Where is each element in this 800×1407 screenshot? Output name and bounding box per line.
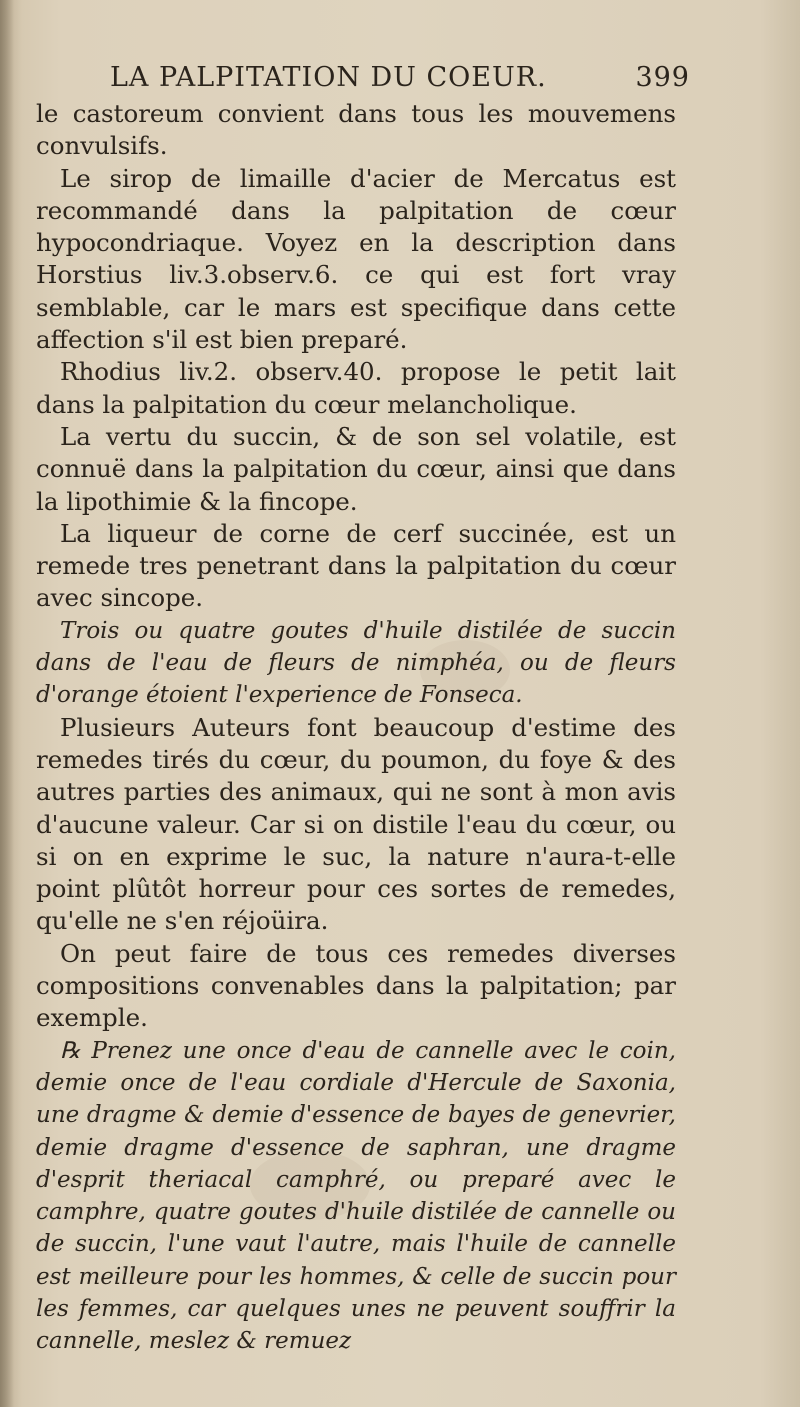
paragraph: La liqueur de corne de cerf succinée, est un remede tres penetrant dans la palpitation du cœur avec sincope.: [36, 518, 676, 613]
paragraph: le castoreum convient dans tous les mouvemens convulsifs.: [36, 99, 676, 161]
prescription-paragraph: ℞ Prenez une once d'eau de cannelle avec le coin, demie once de l'eau cordiale d'Hercule de Saxonia, une dragme & demie d'essence de bayes de genevrier, demie dragme d'essence de saphran, une dragme d'esprit theriacal camphré, ou preparé avec le camphre, quatre goutes d'huile distilée de cannelle ou de succin, l'une vaut l'autre, mais l'huile de cannelle est meilleure pour les hommes, & celle de succin pour les femmes, car quelques unes ne peuvent souffrir la cannelle, meslez & remuez: [36, 1037, 676, 1355]
body-text: [36, 98, 676, 1358]
paragraph: Rhodius liv.2. observ.40. propose le petit lait dans la palpitation du cœur melancholique.: [36, 357, 676, 419]
page-number: 399: [635, 62, 690, 93]
paragraph: La vertu du succin, & de son sel volatile, est connuë dans la palpitation du cœur, ainsi que dans la lipothimie & la fincope.: [36, 421, 676, 516]
binding-shadow: [0, 0, 14, 1407]
paragraph: Trois ou quatre goutes d'huile distilée de succin dans de l'eau de fleurs de nimphéa, ou de fleurs d'orange étoient l'experience de Fonseca.: [36, 617, 676, 709]
paragraph: Plusieurs Auteurs font beaucoup d'estime des remedes tirés du cœur, du poumon, du foye & des autres parties des animaux, qui ne sont à mon avis d'aucune valeur. Car si on distile l'eau du cœur, ou si on en exprime le suc, la nature n'aura-t-elle point plûtôt horreur pour ces sortes de remedes, qu'elle ne s'en réjoüira.: [36, 712, 676, 936]
running-header: [110, 62, 690, 102]
paragraph: On peut faire de tous ces remedes diverses compositions convenables dans la palpitation; par exemple.: [36, 938, 676, 1033]
paragraph: Le sirop de limaille d'acier de Mercatus est recommandé dans la palpitation de cœur hypocondriaque. Voyez en la description dans Horstius liv.3.observ.6. ce qui est fort vray semblable, car le mars est specifique dans cette affection s'il est bien preparé.: [36, 163, 676, 355]
running-title: LA PALPITATION DU COEUR.: [110, 62, 547, 93]
